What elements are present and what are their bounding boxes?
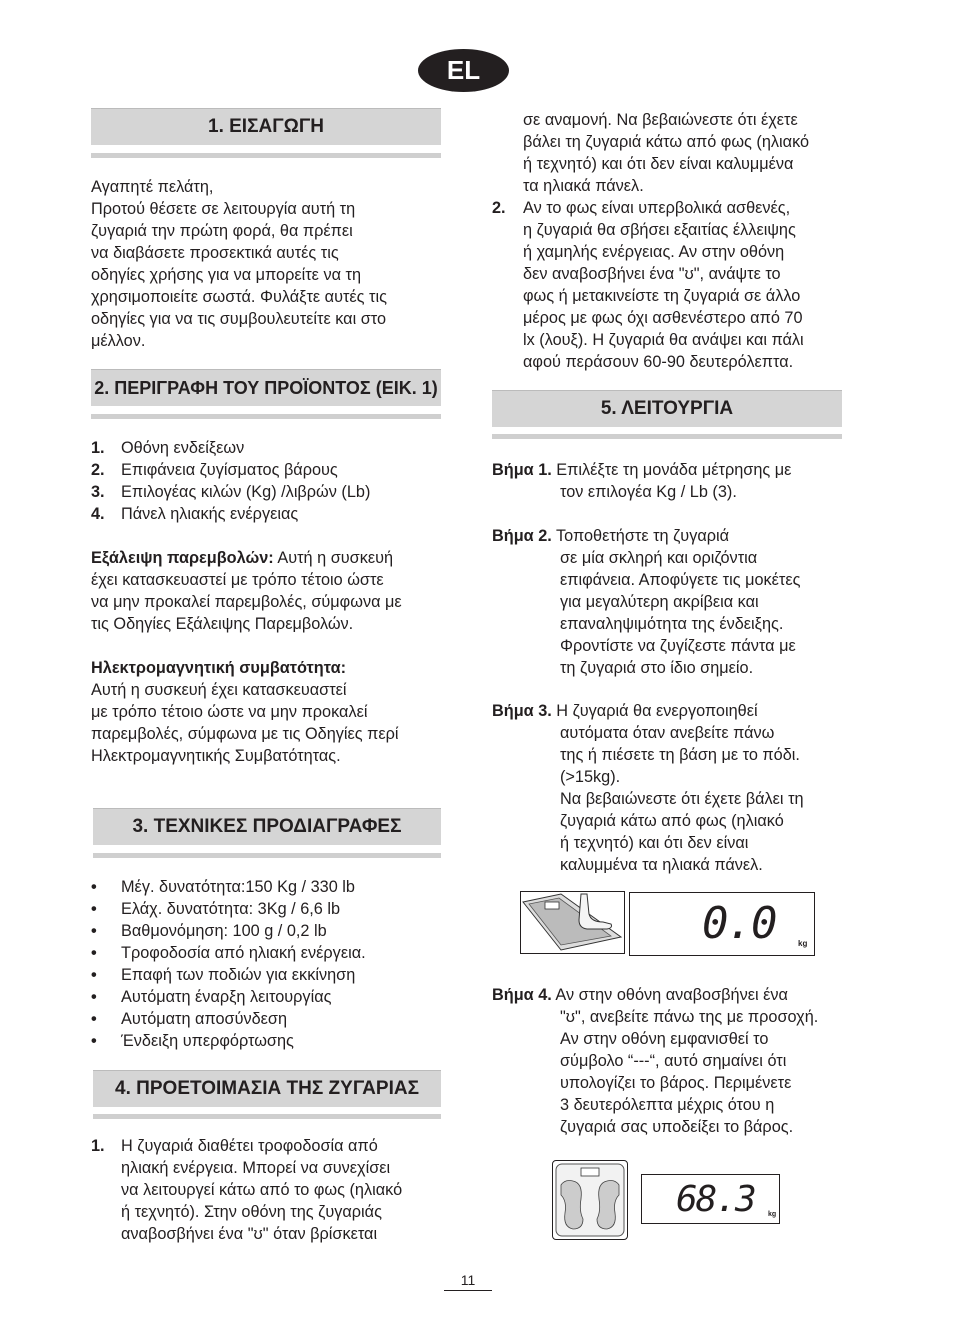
text-line: ζυγαριά την πρώτη φορά, θα πρέπει [91, 222, 353, 240]
text-line: επαναληψιμότητα της ένδειξης. [560, 615, 784, 633]
intro-text [91, 176, 387, 352]
list-item [91, 437, 370, 459]
text-line: Προτού θέσετε σε λειτουργία αυτή τη [91, 200, 356, 218]
interference-label: Εξάλειψη παρεμβολών: [91, 549, 274, 567]
text-line: (>15kg). [560, 768, 621, 786]
list-item-text: Αυτόματη έναρξη λειτουργίας [121, 988, 332, 1006]
list-item-text: Πάνελ ηλιακής ενέργειας [121, 505, 299, 523]
text-line: Φροντίστε να ζυγίζεστε πάντα με [560, 637, 796, 655]
step-3-label: Βήμα 3. [492, 702, 552, 720]
step-2-label: Βήμα 2. [492, 527, 552, 545]
step-2-first-line: Τοποθετήστε τη ζυγαριά [551, 527, 730, 545]
footprints-icon [553, 1161, 627, 1239]
section-3-heading: 3. ΤΕΧΝΙΚΕΣ ΠΡΟΔΙΑΓΡΑΦΕΣ [93, 808, 441, 845]
section-2-heading: 2. ΠΕΡΙΓΡΑΦΗ ΤΟΥ ΠΡΟΪΟΝΤΟΣ (ΕΙΚ. 1) [91, 369, 441, 406]
list-item-text: Ένδειξη υπερφόρτωσης [121, 1032, 294, 1050]
bullet: • [91, 966, 97, 984]
text-line: επιφάνεια. Αποφύγετε τις μοκέτες [560, 571, 801, 589]
interference-paragraph [91, 547, 402, 635]
list-item-text: Βαθμονόμηση: 100 g / 0,2 lb [121, 922, 327, 940]
list-item-number: 4. [91, 505, 105, 523]
list-item-text: Επιφάνεια ζυγίσματος βάρους [121, 461, 338, 479]
text-line: τον επιλογέα Kg / Lb (3). [560, 483, 737, 501]
step-1-text [560, 481, 737, 503]
text-line: ηλιακή ενέργεια. Μπορεί να συνεχίσει [121, 1159, 391, 1177]
section-1-rule [91, 153, 441, 158]
text-line: Αγαπητέ πελάτη, [91, 178, 214, 196]
text-line: ή τεχνητό). Στην οθόνη της ζυγαριάς [121, 1203, 382, 1221]
list-item [91, 1008, 366, 1030]
language-badge: EL [418, 49, 509, 92]
list-item [91, 986, 366, 1008]
text-line: 3 δευτερόλεπτα μέχρις ότου η [560, 1096, 775, 1114]
list-item [91, 898, 366, 920]
text-line: οδηγίες χρήσης για να μπορείτε να τη [91, 266, 362, 284]
text-line: Ηλεκτρομαγνητικής Συμβατότητας. [91, 747, 341, 765]
list-item [91, 481, 370, 503]
text-line: Αν το φως είναι υπερβολικά ασθενές, [523, 199, 791, 217]
text-line: ή χαμηλής ενέργειας. Αν στην οθόνη [523, 243, 785, 261]
list-item-number: 2. [91, 461, 105, 479]
text-line: Να βεβαιώνεστε ότι έχετε βάλει τη [560, 790, 804, 808]
step-3-first-line: Η ζυγαριά θα ενεργοποιηθεί [551, 702, 758, 720]
text-line: "ʊ", ανεβείτε πάνω της με προσοχή. [560, 1008, 819, 1026]
text-line: αναβοσβήνει ένα "ʊ" όταν βρίσκεται [121, 1225, 378, 1243]
bullet: • [91, 988, 97, 1006]
text-line: σε μία σκληρή και οριζόντια [560, 549, 758, 567]
product-parts-list [91, 437, 370, 525]
step-4-label: Βήμα 4. [492, 986, 552, 1004]
list-item-text: Τροφοδοσία από ηλιακή ενέργεια. [121, 944, 366, 962]
text-line: μέλλον. [91, 332, 146, 350]
text-line: υπολογίζει το βάρος. Περιμένετε [560, 1074, 792, 1092]
section-2-rule [91, 414, 441, 419]
text-line: Αυτή η συσκευή έχει κατασκευαστεί [91, 681, 347, 699]
prep-item-2-text [523, 197, 804, 373]
prep-item-1-number: 1. [91, 1137, 105, 1155]
text-line: μέρος με φως όχι ασθενέστερο από 70 [523, 309, 803, 327]
text-line: οδηγίες για να τις συμβουλευτείτε και στο [91, 310, 387, 328]
list-item-text: Αυτόματη αποσύνδεση [121, 1010, 288, 1028]
list-item-text: Μέγ. δυνατότητα:150 Kg / 330 lb [121, 878, 355, 896]
list-item-number: 3. [91, 483, 105, 501]
text-line: καλυμμένα τα ηλιακά πάνελ. [560, 856, 763, 874]
interference-first-line: Αυτή η συσκευή [273, 549, 394, 567]
text-line: με τρόπο τέτοιο ώστε να μην προκαλεί [91, 703, 368, 721]
scale-display-weight [641, 1174, 780, 1224]
text-line: χρησιμοποιείτε σωστά. Φυλάξτε αυτές τις [91, 288, 387, 306]
prep-item-1-text [121, 1135, 402, 1245]
bullet: • [91, 1010, 97, 1028]
foot-on-scale-icon [521, 892, 624, 953]
bullet: • [91, 878, 97, 896]
step-2 [492, 525, 729, 547]
text-line: για μεγαλύτερη ακρίβεια και [560, 593, 759, 611]
step-1 [492, 459, 791, 481]
text-line: αφού περάσουν 60-90 δευτερόλεπτα. [523, 353, 794, 371]
step-1-first-line: Επιλέξτε τη μονάδα μέτρησης με [551, 461, 792, 479]
text-line: να μην προκαλεί παρεμβολές, σύμφωνα με [91, 593, 402, 611]
text-line: η ζυγαριά θα σβήσει εξαιτίας έλλειψης [523, 221, 796, 239]
foot-on-scale-illustration [520, 891, 625, 954]
section-4-heading: 4. ΠΡΟΕΤΟΙΜΑΣΙΑ ΤΗΣ ΖΥΓΑΡΙΑΣ [93, 1070, 441, 1107]
step-4 [492, 984, 788, 1006]
prep-item-1-continued [523, 109, 809, 197]
text-line: lx (λουξ). Η ζυγαριά θα ανάψει και πάλι [523, 331, 804, 349]
text-line: τις Οδηγίες Εξάλειψης Παρεμβολών. [91, 615, 354, 633]
text-line: αυτόματα όταν ανεβείτε πάνω [560, 724, 775, 742]
list-item [91, 942, 366, 964]
text-line: ή τεχνητό) και ότι δεν είναι [560, 834, 749, 852]
step-3 [492, 700, 758, 722]
text-line: της ή πιέσετε τη βάση με το πόδι. [560, 746, 800, 764]
display-reading: 0.0 [702, 898, 776, 949]
list-item-number: 1. [91, 439, 105, 457]
bullet: • [91, 922, 97, 940]
step-1-label: Βήμα 1. [492, 461, 552, 479]
text-line: σύμβολο “---“, αυτό σημαίνει ότι [560, 1052, 787, 1070]
step-4-first-line: Αν στην οθόνη αναβοσβήνει ένα [551, 986, 788, 1004]
list-item-text: Επιλογέας κιλών (Kg) /λιβρών (Lb) [121, 483, 371, 501]
list-item-text: Επαφή των ποδιών για εκκίνηση [121, 966, 356, 984]
list-item [91, 1030, 366, 1052]
text-line: δεν αναβοσβήνει ένα "ʊ", ανάψτε το [523, 265, 781, 283]
scale-top-view-illustration [552, 1160, 628, 1240]
text-line: βάλει τη ζυγαριά κάτω από φως (ηλιακό [523, 133, 810, 151]
list-item [91, 920, 366, 942]
section-1-heading: 1. ΕΙΣΑΓΩΓΗ [91, 108, 441, 145]
emc-paragraph [91, 657, 399, 767]
specs-list [91, 876, 366, 1052]
text-line: παρεμβολές, σύμφωνα με τις Οδηγίες περί [91, 725, 399, 743]
list-item [91, 876, 366, 898]
scale-display-zero [629, 892, 815, 956]
page-number: 11 [444, 1270, 492, 1291]
bullet: • [91, 944, 97, 962]
text-line: ζυγαριά κάτω από φως (ηλιακό [560, 812, 784, 830]
bullet: • [91, 900, 97, 918]
list-item-text: Οθόνη ενδείξεων [121, 439, 245, 457]
section-5-heading: 5. ΛΕΙΤΟΥΡΓΙΑ [492, 390, 842, 427]
text-line: τη ζυγαριά στο ίδιο σημείο. [560, 659, 754, 677]
text-line: φως ή μετακινείστε τη ζυγαριά σε άλλο [523, 287, 801, 305]
display-unit: kg [768, 1211, 777, 1218]
list-item [91, 964, 366, 986]
text-line: να διαβάσετε προσεκτικά αυτές τις [91, 244, 339, 262]
bullet: • [91, 1032, 97, 1050]
text-line: έχει κατασκευαστεί με τρόπο τέτοιο ώστε [91, 571, 384, 589]
text-line: τα ηλιακά πάνελ. [523, 177, 644, 195]
prep-item-2-number: 2. [492, 199, 506, 217]
list-item [91, 459, 370, 481]
text-line: να λειτουργεί κάτω από το φως (ηλιακό [121, 1181, 403, 1199]
display-reading: 68.3 [676, 1179, 755, 1220]
text-line: Η ζυγαριά διαθέτει τροφοδοσία από [121, 1137, 378, 1155]
section-5-rule [492, 434, 842, 439]
emc-label: Ηλεκτρομαγνητική συμβατότητα: [91, 659, 346, 677]
list-item-text: Ελάχ. δυνατότητα: 3Kg / 6,6 lb [121, 900, 341, 918]
section-4-rule [93, 1114, 441, 1119]
text-line: ή τεχνητό) και ότι δεν είναι καλυμμένα [523, 155, 794, 173]
display-unit: kg [798, 939, 808, 948]
step-4-text [560, 1006, 818, 1138]
list-item [91, 503, 370, 525]
text-line: Αν στην οθόνη εμφανισθεί το [560, 1030, 769, 1048]
text-line: σε αναμονή. Να βεβαιώνεστε ότι έχετε [523, 111, 798, 129]
step-3-text [560, 722, 804, 876]
text-line: ζυγαριά σας υποδείξει το βάρος. [560, 1118, 794, 1136]
step-2-text [560, 547, 800, 679]
section-3-rule [93, 853, 441, 858]
